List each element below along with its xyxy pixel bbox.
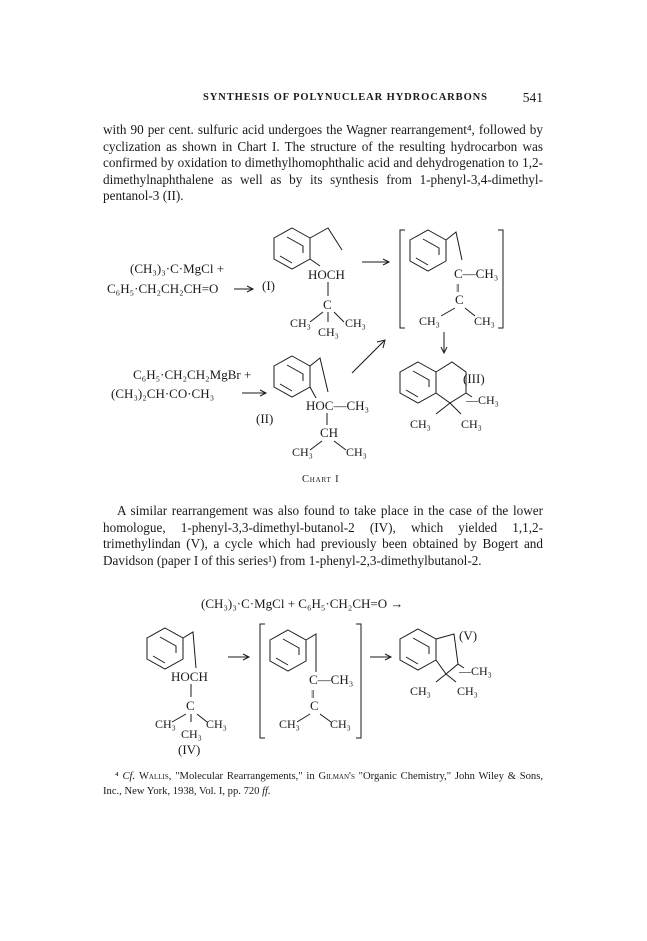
compound-IV-ch3-center: CH₃ [181, 727, 202, 741]
footnote-cf: Cf. [122, 771, 136, 782]
label-V: (V) [459, 628, 478, 643]
compound-III-ch3-right: —CH₃ [466, 393, 499, 407]
page-number: 541 [522, 90, 543, 105]
reagent-a-line2: C₆H₅·CH₂CH₂CH=O [107, 281, 219, 296]
compound-I-ch3-left: CH₃ [290, 316, 311, 330]
compound-IV-hoch: HOCH [171, 669, 208, 684]
footnote-author: Wallis [138, 771, 169, 782]
compound-I-ch3-center: CH₃ [318, 325, 339, 339]
compound-II-ring-system [274, 356, 328, 398]
compound-III-ch3-left: CH₃ [410, 417, 431, 431]
compound-V-ch3-bottom: CH₃ [457, 684, 478, 698]
intermediate-ring [410, 230, 462, 271]
chart-2-reaction-line: (CH₃)₃·C·MgCl + C₆H₅·CH₂CH=O → [201, 596, 404, 611]
compound-IV-ring-system [147, 628, 196, 669]
compound-V-ring-system [400, 629, 464, 682]
intermediate-ch3-left: CH₃ [419, 314, 440, 328]
footnote [103, 770, 543, 799]
intermediate-c-ch3: C—CH₃ [454, 266, 499, 281]
footnote-ff: ff. [262, 785, 271, 797]
chart-2 [147, 596, 492, 757]
intermediate-2-ring [270, 630, 316, 672]
intermediate-2-c: C [310, 698, 319, 713]
arrow-a [234, 286, 253, 292]
running-title: SYNTHESIS OF POLYNUCLEAR HYDROCARBONS [203, 92, 488, 103]
compound-I-quaternary-c: C [323, 297, 332, 312]
label-I: (I) [262, 278, 275, 293]
arrow-diagonal [352, 340, 385, 373]
compound-I-hoch: HOCH [308, 267, 345, 282]
compound-IV-ch3-left: CH₃ [155, 717, 176, 731]
intermediate-2-c-ch3: C—CH₃ [309, 672, 354, 687]
compound-II-hoc-ch3: HOC—CH₃ [306, 398, 370, 413]
paragraph-2: A similar rearrangement was also found to take place in the case of the lower homologue, 1-phenyl-3,3-dimethyl-butanol-2 (IV), which yielded 1,1,2-trimethylindan (V), a cycle which had previously been obtained by Bogert and Davidson (paper I of this series¹) from 1-phenyl-2,3-dimethylbutanol-2. [103, 503, 543, 568]
compound-II-ch3-left: CH₃ [292, 445, 313, 459]
footnote-marker: ⁴ [115, 771, 119, 782]
compound-I-ch3-right: CH₃ [345, 316, 366, 330]
arrow-c [228, 654, 249, 660]
paragraph-1: with 90 per cent. sulfuric acid undergoes the Wagner rearrangement⁴, followed by cyclization as shown in Chart I. The structure of the resulting hydrocarbon was confirmed by oxidation to dimethylhomophthalic acid and dehydrogenation to 1,2-dimethylnaphthalene as well as by its synthesis from 1-phenyl-3,4-dimethyl-pentanol-3 (II). [103, 122, 543, 204]
footnote-text-1: , "Molecular Rearrangements," in [168, 771, 319, 782]
compound-II-ch3-right: CH₃ [346, 445, 367, 459]
footnote-text-2: "Organic Chemistry," John Wiley & Sons, Inc., New York, 1938, Vol. I, pp. 720 [103, 771, 543, 797]
compound-III-ring-system [400, 362, 472, 414]
label-II: (II) [256, 411, 274, 426]
arrow-down [441, 332, 447, 353]
chart-1 [107, 228, 503, 485]
chart-1-caption: Chart I [302, 474, 340, 485]
compound-I-ring-system [274, 228, 342, 269]
arrow-d [370, 654, 391, 660]
reagent-b-line1: C₆H₅·CH₂CH₂MgBr + [133, 367, 252, 382]
label-IV: (IV) [178, 742, 201, 757]
intermediate-ch3-right: CH₃ [474, 314, 495, 328]
label-III: (III) [463, 371, 485, 386]
compound-III-ch3-bottom: CH₃ [461, 417, 482, 431]
intermediate-2-ch3-left: CH₃ [279, 717, 300, 731]
compound-IV-c: C [186, 698, 195, 713]
intermediate-double-bond: ‖ [456, 281, 460, 295]
footnote-editor: Gilman's [318, 771, 355, 782]
reagent-b-line2: (CH₃)₂CH·CO·CH₃ [111, 386, 215, 401]
arrow-to-intermediate [362, 259, 389, 265]
reagent-a-line1: (CH₃)₃·C·MgCl + [130, 261, 225, 276]
intermediate-c: C [455, 292, 464, 307]
intermediate-2-double-bond: ‖ [311, 687, 315, 701]
arrow-b [242, 390, 266, 396]
intermediate-2-ch3-right: CH₃ [330, 717, 351, 731]
compound-V-ch3-right: —CH₃ [459, 664, 492, 678]
compound-IV-ch3-right: CH₃ [206, 717, 227, 731]
compound-II-ch: CH [320, 425, 339, 440]
compound-V-ch3-left: CH₃ [410, 684, 431, 698]
